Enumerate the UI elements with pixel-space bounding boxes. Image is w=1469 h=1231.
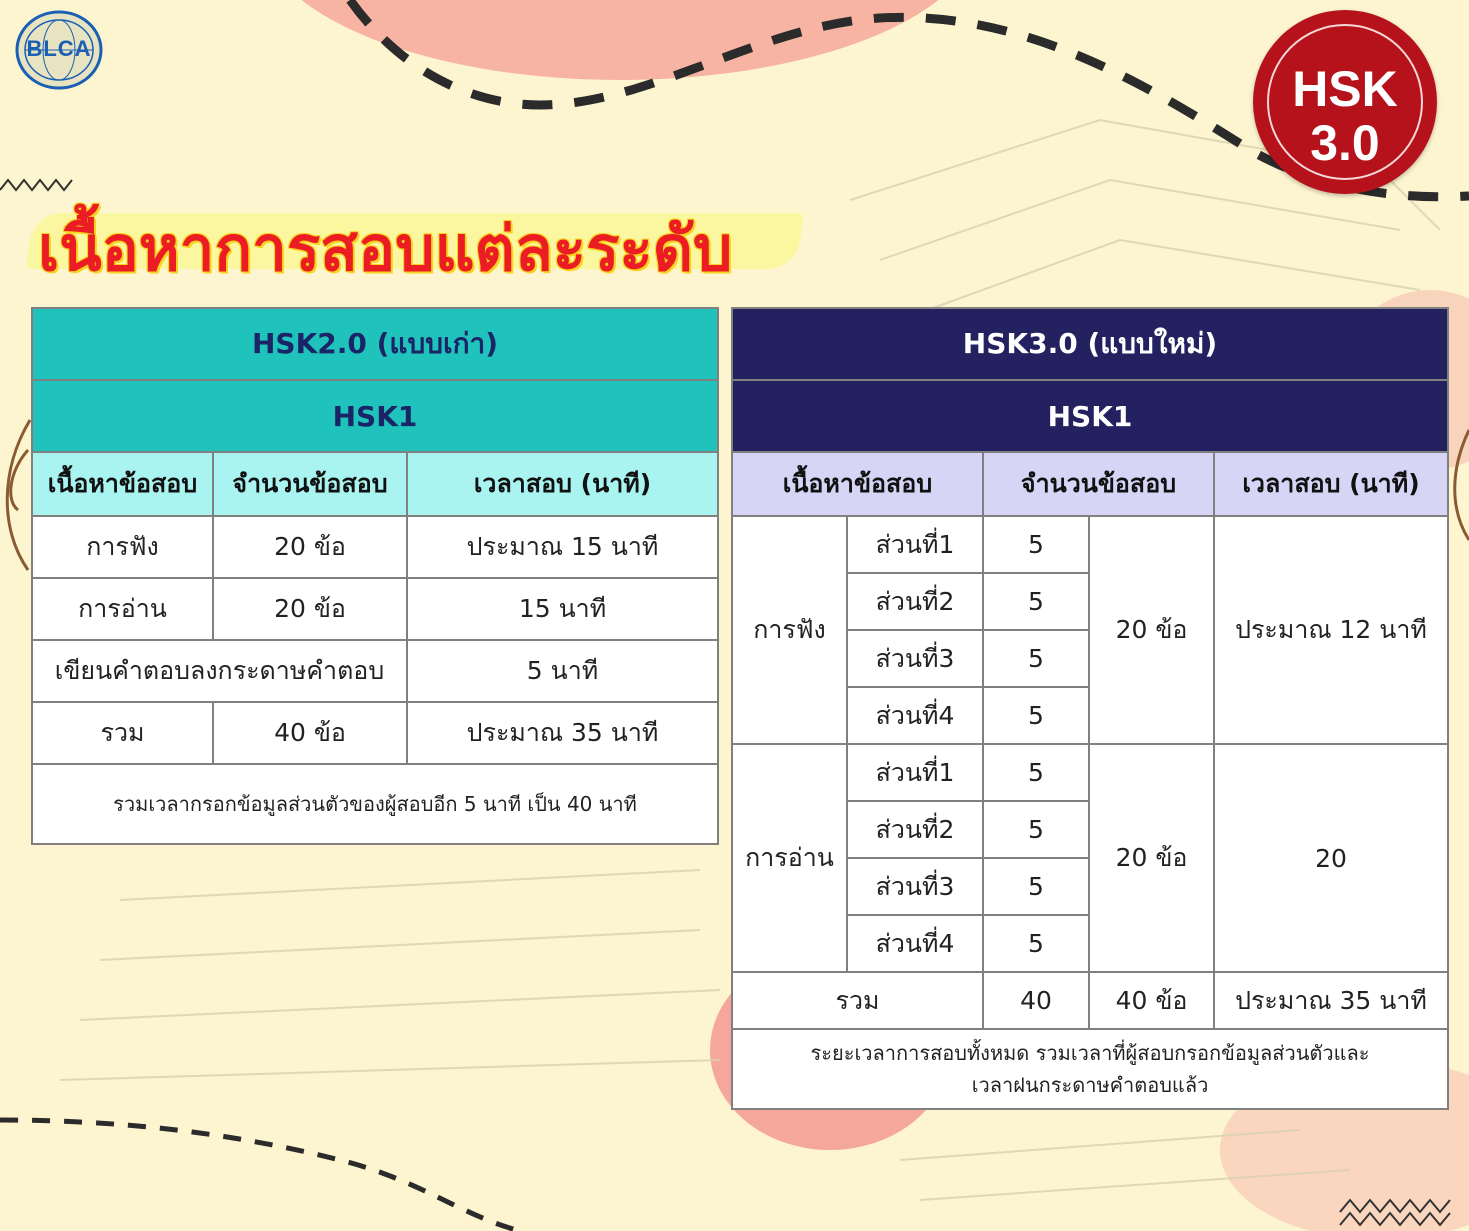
column-header: เนื้อหาข้อสอบ [32, 452, 213, 516]
listening-time: ประมาณ 12 นาที [1214, 516, 1448, 744]
time-cell: ประมาณ 15 นาที [407, 516, 718, 578]
total-label: รวม [32, 702, 213, 764]
page-title: เนื้อหาการสอบแต่ละระดับ [38, 212, 733, 285]
total-row [32, 702, 718, 764]
table-row [732, 744, 1448, 801]
part-count: 5 [983, 687, 1089, 744]
listening-total: 20 ข้อ [1089, 516, 1214, 744]
hsk3-title: HSK3.0 (แบบใหม่) [732, 308, 1448, 380]
column-header: เวลาสอบ (นาที) [1214, 452, 1448, 516]
part-name: ส่วนที่1 [847, 744, 983, 801]
column-header: เนื้อหาข้อสอบ [732, 452, 983, 516]
total-row [732, 972, 1448, 1029]
total-time: ประมาณ 35 นาที [407, 702, 718, 764]
hsk-version-badge [1253, 10, 1437, 194]
time-cell: 5 นาที [407, 640, 718, 702]
table-row [32, 578, 718, 640]
total-count-2: 40 ข้อ [1089, 972, 1214, 1029]
reading-label: การอ่าน [732, 744, 847, 972]
reading-time: 20 [1214, 744, 1448, 972]
part-count: 5 [983, 858, 1089, 915]
total-time: ประมาณ 35 นาที [1214, 972, 1448, 1029]
hsk2-level: HSK1 [32, 380, 718, 452]
hsk3-level: HSK1 [732, 380, 1448, 452]
part-name: ส่วนที่4 [847, 915, 983, 972]
total-count: 40 [983, 972, 1089, 1029]
note-line-1: ระยะเวลาการสอบทั้งหมด รวมเวลาที่ผู้สอบกรอกข้อมูลส่วนตัวและ [810, 1041, 1370, 1065]
table-row [32, 516, 718, 578]
part-count: 5 [983, 573, 1089, 630]
table-row [32, 640, 718, 702]
section-cell: การอ่าน [32, 578, 213, 640]
total-label: รวม [732, 972, 983, 1029]
part-count: 5 [983, 915, 1089, 972]
reading-total: 20 ข้อ [1089, 744, 1214, 972]
answer-sheet-cell: เขียนคำตอบลงกระดาษคำตอบ [32, 640, 407, 702]
listening-label: การฟัง [732, 516, 847, 744]
total-count: 40 ข้อ [213, 702, 407, 764]
hsk2-title: HSK2.0 (แบบเก่า) [32, 308, 718, 380]
part-name: ส่วนที่3 [847, 630, 983, 687]
part-count: 5 [983, 630, 1089, 687]
table-row [732, 516, 1448, 573]
column-header: เวลาสอบ (นาที) [407, 452, 718, 516]
part-name: ส่วนที่2 [847, 801, 983, 858]
part-name: ส่วนที่3 [847, 858, 983, 915]
badge-line-2: 3.0 [1310, 115, 1380, 171]
column-header: จำนวนข้อสอบ [983, 452, 1214, 516]
hsk3-table [731, 307, 1449, 1110]
blca-logo [15, 10, 103, 90]
part-name: ส่วนที่1 [847, 516, 983, 573]
part-name: ส่วนที่4 [847, 687, 983, 744]
note-line-2: เวลาฝนกระดาษคำตอบแล้ว [971, 1073, 1209, 1097]
part-name: ส่วนที่2 [847, 573, 983, 630]
hsk2-table [31, 307, 719, 845]
logo-text: BLCA [26, 36, 92, 61]
column-header: จำนวนข้อสอบ [213, 452, 407, 516]
time-cell: 15 นาที [407, 578, 718, 640]
count-cell: 20 ข้อ [213, 516, 407, 578]
hsk2-note: รวมเวลากรอกข้อมูลส่วนตัวของผู้สอบอีก 5 นาที เป็น 40 นาที [32, 764, 718, 844]
part-count: 5 [983, 801, 1089, 858]
section-cell: การฟัง [32, 516, 213, 578]
part-count: 5 [983, 744, 1089, 801]
badge-line-1: HSK [1292, 61, 1398, 117]
part-count: 5 [983, 516, 1089, 573]
hsk3-note [732, 1029, 1448, 1109]
count-cell: 20 ข้อ [213, 578, 407, 640]
